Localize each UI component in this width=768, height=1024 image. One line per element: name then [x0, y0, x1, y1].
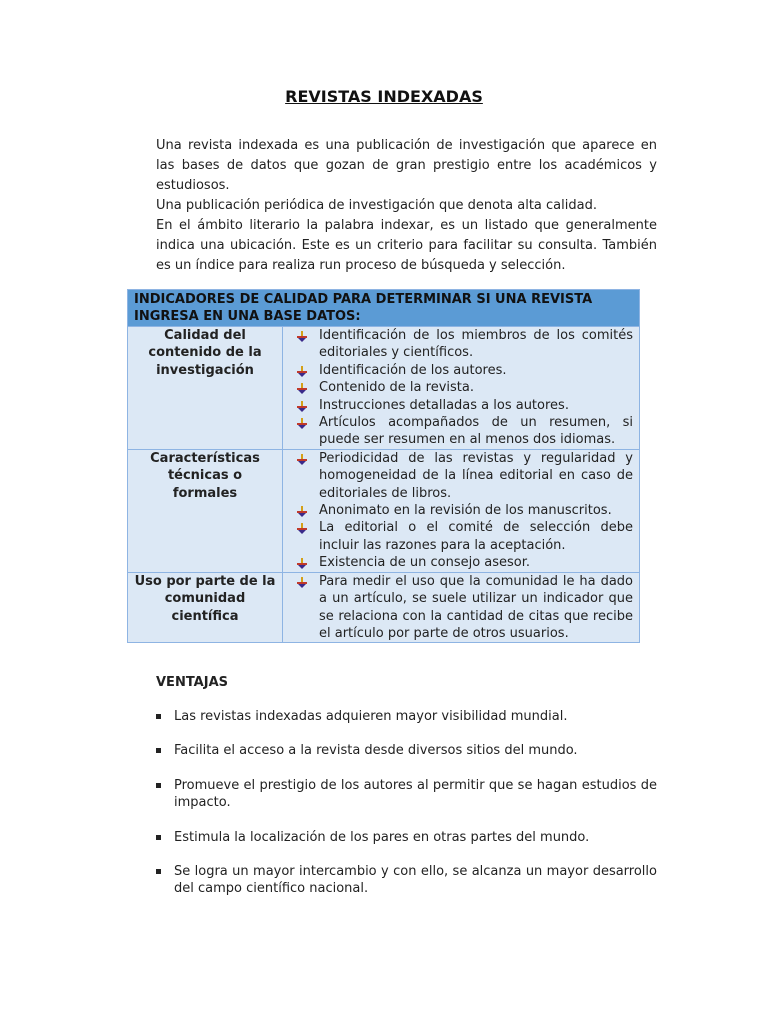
indicator-text: La editorial o el comité de selección debe incluir las razones para la aceptación.: [319, 520, 633, 553]
square-bullet-icon: [156, 714, 161, 719]
list-item-text: Las revistas indexadas adquieren mayor visibilidad mundial.: [174, 709, 568, 724]
indicator-item: [289, 397, 633, 414]
table-body: [128, 327, 640, 643]
indicator-text: Identificación de los autores.: [319, 362, 507, 378]
square-bullet-icon: [156, 783, 161, 788]
indicator-list: [289, 327, 633, 449]
table-row: [128, 449, 640, 572]
arrow-bullet-icon: [297, 383, 307, 394]
square-bullet-icon: [156, 835, 161, 840]
page-title: REVISTAS INDEXADAS: [285, 87, 483, 106]
indicator-item: [289, 414, 633, 449]
category-cell: Calidad del contenido de la investigación: [128, 327, 283, 450]
arrow-bullet-icon: [297, 418, 307, 429]
indicators-cell: [283, 449, 640, 572]
indicators-table: [127, 289, 640, 643]
list-item: [156, 829, 657, 846]
indicator-item: [289, 554, 633, 571]
list-item: [156, 708, 657, 725]
arrow-bullet-icon: [297, 523, 307, 534]
list-item-text: Facilita el acceso a la revista desde diversos sitios del mundo.: [174, 743, 578, 759]
list-item-text: Se logra un mayor intercambio y con ello, se alcanza un mayor desarrollo del campo científico nacional.: [174, 864, 657, 897]
indicator-text: Identificación de los miembros de los comités editoriales y científicos.: [319, 328, 633, 361]
indicator-list: [289, 450, 633, 572]
table-row: [128, 327, 640, 450]
indicators-cell: [283, 572, 640, 643]
indicator-item: [289, 519, 633, 554]
table-header: INDICADORES DE CALIDAD PARA DETERMINAR SI UNA REVISTA INGRESA EN UNA BASE DATOS:: [128, 290, 640, 327]
table-header-row: [128, 290, 640, 327]
indicator-text: Existencia de un consejo asesor.: [319, 555, 531, 571]
indicator-item: [289, 362, 633, 379]
indicator-text: Anonimato en la revisión de los manuscritos.: [319, 503, 612, 519]
indicator-item: [289, 450, 633, 502]
list-item: [156, 777, 657, 812]
square-bullet-icon: [156, 748, 161, 753]
ventajas-list: [156, 708, 657, 915]
intro-paragraph: Una revista indexada es una publicación de investigación que aparece en las bases de datos que gozan de gran prestigio entre los académicos y estudiosos.: [156, 138, 657, 193]
indicator-item: [289, 379, 633, 396]
list-item: [156, 863, 657, 898]
intro-text: [156, 136, 657, 276]
category-cell: Características técnicas o formales: [128, 449, 283, 572]
category-cell: Uso por parte de la comunidad científica: [128, 572, 283, 643]
arrow-bullet-icon: [297, 577, 307, 588]
arrow-bullet-icon: [297, 454, 307, 465]
indicator-text: Artículos acompañados de un resumen, si puede ser resumen en al menos dos idiomas.: [319, 415, 633, 448]
list-item-text: Estimula la localización de los pares en otras partes del mundo.: [174, 829, 590, 845]
arrow-bullet-icon: [297, 506, 307, 517]
list-item-text: Promueve el prestigio de los autores al permitir que se hagan estudios de impacto.: [174, 777, 657, 811]
indicator-text: Periodicidad de las revistas y regularidad y homogeneidad de la línea editorial en caso de editoriales de libros.: [319, 450, 633, 501]
indicator-text: Para medir el uso que la comunidad le ha dado a un artículo, se suele utilizar un indicador que se relaciona con la cantidad de citas que recibe el artículo por parte de otros usuarios.: [319, 573, 633, 641]
arrow-bullet-icon: [297, 366, 307, 377]
list-item: [156, 742, 657, 759]
intro-paragraph: Una publicación periódica de investigación que denota alta calidad.: [156, 198, 597, 213]
arrow-bullet-icon: [297, 331, 307, 342]
indicator-item: [289, 573, 633, 643]
arrow-bullet-icon: [297, 558, 307, 569]
ventajas-heading: VENTAJAS: [156, 675, 229, 690]
intro-paragraph: En el ámbito literario la palabra indexar, es un listado que generalmente indica una ubicación. Este es un criterio para facilitar su consulta. También es un índice para realiza run proceso de búsqueda y selección.: [156, 218, 657, 273]
table-row: [128, 572, 640, 643]
indicators-cell: [283, 327, 640, 450]
indicator-item: [289, 327, 633, 362]
arrow-bullet-icon: [297, 401, 307, 412]
indicator-list: [289, 573, 633, 643]
indicator-text: Contenido de la revista.: [319, 380, 474, 396]
indicator-item: [289, 502, 633, 519]
square-bullet-icon: [156, 869, 161, 874]
indicator-text: Instrucciones detalladas a los autores.: [319, 397, 569, 413]
